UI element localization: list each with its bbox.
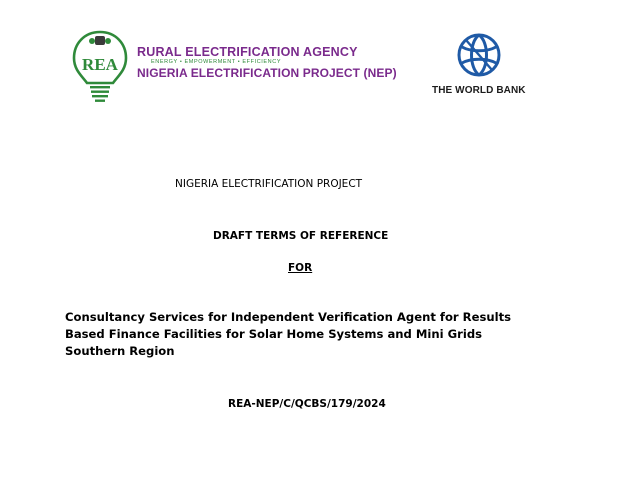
rea-bulb-logo-icon xyxy=(70,28,130,104)
rea-agency-name: RURAL ELECTRIFICATION AGENCY xyxy=(137,45,358,59)
tor-title: DRAFT TERMS OF REFERENCE xyxy=(213,230,389,242)
rea-project-name: NIGERIA ELECTRIFICATION PROJECT (NEP) xyxy=(137,66,397,80)
subject-line: Southern Region xyxy=(65,344,175,358)
globe-icon xyxy=(456,30,502,80)
project-title: NIGERIA ELECTRIFICATION PROJECT xyxy=(175,178,363,190)
subject-line: Consultancy Services for Independent Verification Agent for Results xyxy=(65,310,512,324)
rea-monogram: REA xyxy=(82,55,118,74)
subject-block xyxy=(65,309,565,360)
rea-tagline: ENERGY • EMPOWERMENT • EFFICIENCY xyxy=(151,59,282,65)
subject-line: Based Finance Facilities for Solar Home Systems and Mini Grids xyxy=(65,327,483,341)
world-bank-label: THE WORLD BANK xyxy=(432,85,526,96)
rea-logo-text xyxy=(137,45,397,80)
reference-number: REA-NEP/C/QCBS/179/2024 xyxy=(228,398,386,410)
for-label: FOR xyxy=(288,262,313,274)
